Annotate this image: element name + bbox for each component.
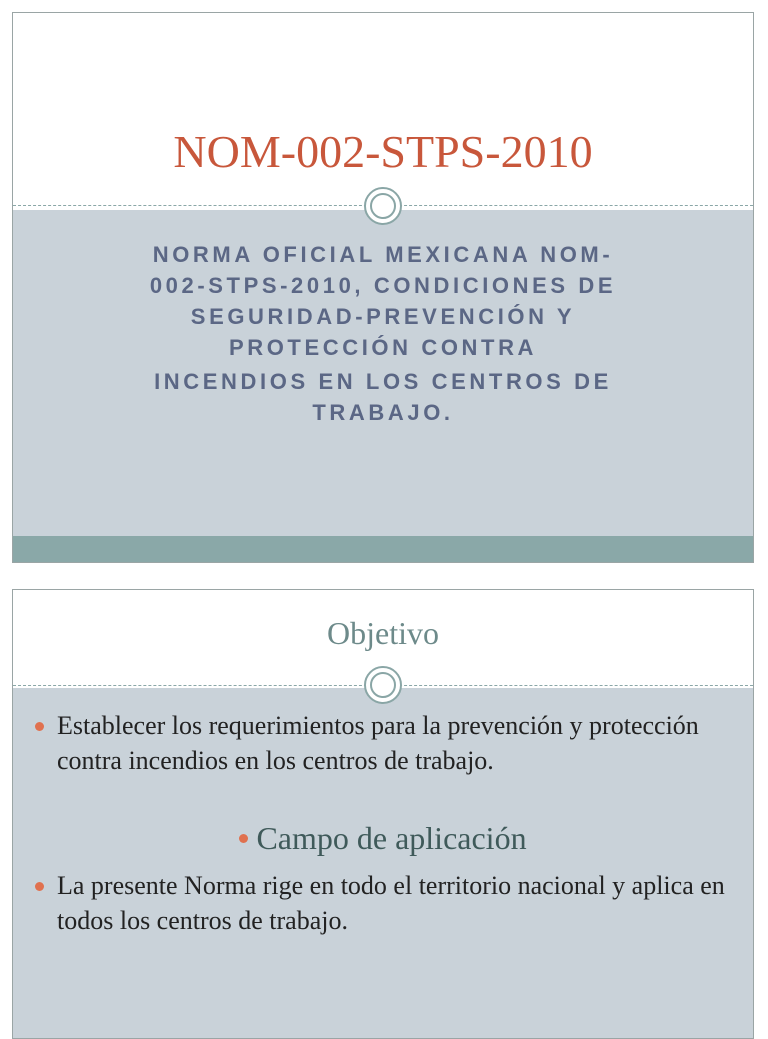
subtitle-line: TRABAJO. xyxy=(312,400,454,425)
campo-heading-text: Campo de aplicación xyxy=(256,820,527,856)
bullet-dot-icon xyxy=(239,834,248,843)
bullet-campo: La presente Norma rige en todo el territorio nacional y aplica en todos los centros de trabajo. xyxy=(57,868,733,938)
campo-heading xyxy=(13,820,753,857)
subtitle-line: 002-STPS-2010, CONDICIONES DE xyxy=(149,273,617,298)
subtitle-line: PROTECCIÓN CONTRA xyxy=(228,335,538,360)
subtitle-line: NORMA OFICIAL MEXICANA NOM- xyxy=(152,242,614,267)
slide-2 xyxy=(12,589,754,1039)
slide-2-title: Objetivo xyxy=(327,615,439,651)
bullet-objetivo: Establecer los requerimientos para la prevención y protección contra incendios en los centros de trabajo. xyxy=(57,708,733,778)
ring-ornament-icon xyxy=(364,666,402,704)
subtitle-line: INCENDIOS EN LOS CENTROS DE xyxy=(154,369,612,394)
slide-1-footer-band xyxy=(13,536,753,563)
slide-1 xyxy=(12,12,754,563)
slide-1-title: NOM-002-STPS-2010 xyxy=(173,126,593,177)
slide-1-subtitle xyxy=(103,239,663,428)
ring-ornament-icon xyxy=(364,187,402,225)
subtitle-line: SEGURIDAD-PREVENCIÓN Y xyxy=(190,304,576,329)
